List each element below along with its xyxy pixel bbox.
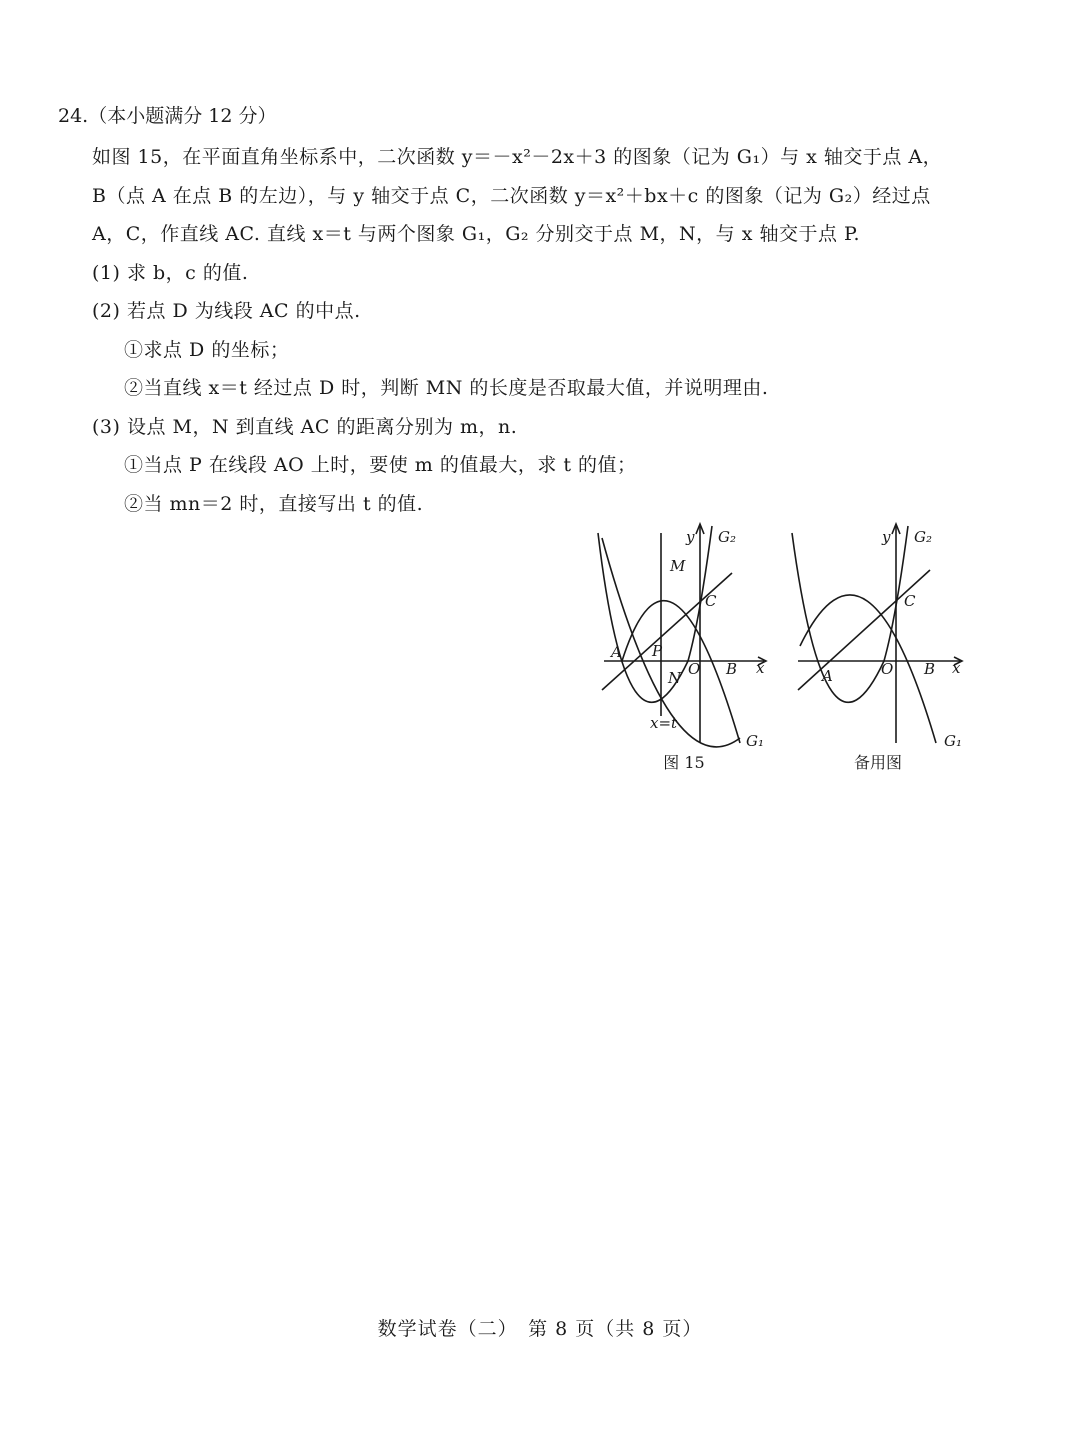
- backup-figure-caption: 备用图: [853, 753, 903, 772]
- label-x: x: [952, 659, 961, 677]
- backup-figure: [788, 518, 973, 784]
- line-ac: [602, 573, 732, 690]
- part-3-sub-2: ②当 mn＝2 时，直接写出 t 的值.: [124, 492, 424, 515]
- label-p: P: [652, 642, 663, 660]
- question-number: 24.（本小题满分 12 分）: [58, 105, 277, 127]
- label-n: N: [668, 669, 682, 687]
- question-stem-line-1: 如图 15，在平面直角坐标系中，二次函数 y＝－x²－2x＋3 的图象（记为 G₁）与 x 轴交于点 A，: [92, 146, 943, 168]
- label-x: x: [756, 659, 765, 677]
- figure-15-graph: [592, 518, 777, 780]
- label-b: B: [924, 660, 936, 678]
- backup-figure-graph: [788, 518, 973, 780]
- part-2-sub-2: ②当直线 x＝t 经过点 D 时，判断 MN 的长度是否取最大值，并说明理由.: [124, 377, 769, 399]
- part-2: (2) 若点 D 为线段 AC 的中点.: [92, 300, 361, 322]
- question-stem-line-3: A，C，作直线 AC. 直线 x＝t 与两个图象 G₁，G₂ 分别交于点 M，N，与 x 轴交于点 P.: [92, 223, 860, 245]
- label-y: y: [882, 528, 891, 546]
- part-3-sub-1: ①当点 P 在线段 AO 上时，要使 m 的值最大，求 t 的值；: [124, 454, 637, 476]
- label-y: y: [686, 528, 695, 546]
- label-a: A: [822, 667, 833, 685]
- part-2-sub-1: ①求点 D 的坐标；: [124, 338, 290, 361]
- label-m: M: [670, 557, 686, 575]
- label-o: O: [688, 660, 701, 678]
- figure-15-caption: 图 15: [663, 753, 705, 772]
- part-3: (3) 设点 M，N 到直线 AC 的距离分别为 m，n.: [92, 415, 518, 438]
- page-footer: 数学试卷（二） 第 8 页（共 8 页）: [377, 1318, 703, 1340]
- label-g2: G₂: [914, 528, 932, 546]
- part-1: (1) 求 b，c 的值.: [92, 261, 249, 284]
- label-o: O: [881, 660, 894, 678]
- label-g1: G₁: [944, 732, 962, 750]
- line-ac: [798, 570, 930, 690]
- question-stem-line-2: B（点 A 在点 B 的左边），与 y 轴交于点 C，二次函数 y＝x²＋bx＋c 的图象（记为 G₂）经过点: [92, 184, 931, 207]
- figure-15: [592, 518, 777, 784]
- label-line-x-equals-t: x=t: [650, 714, 678, 732]
- label-b: B: [726, 660, 738, 678]
- label-c: C: [904, 592, 916, 610]
- question-body: [92, 138, 992, 523]
- label-g2: G₂: [718, 528, 736, 546]
- label-c: C: [705, 592, 717, 610]
- label-g1: G₁: [746, 732, 764, 750]
- label-a: A: [611, 643, 622, 661]
